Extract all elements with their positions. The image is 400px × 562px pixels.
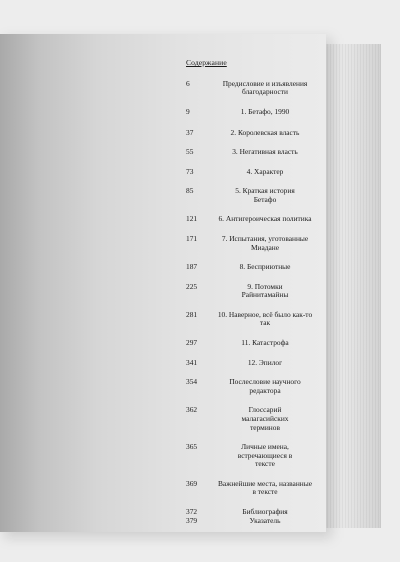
toc-entry (186, 80, 322, 97)
toc-page-number: 362 (186, 405, 198, 415)
toc-entry (186, 235, 322, 252)
toc-title: Важнейшие места, названные в тексте (218, 478, 312, 497)
toc-page-number: 37 (186, 127, 194, 137)
toc-title: Глоссарий малагасийских терминов (241, 405, 289, 432)
toc-page-number: 187 (186, 262, 198, 272)
toc-entry (186, 480, 322, 497)
toc-page-number: 6 (186, 78, 190, 88)
toc-page-number: 9 (186, 106, 190, 116)
toc-title: 8. Бесприютные (239, 262, 291, 272)
toc-title: 6. Антигероическая политика (218, 214, 312, 224)
toc-title: 7. Испытания, уготованные Миадане (221, 234, 309, 252)
toc-page-number: 372 (186, 506, 198, 516)
toc-page-number: 171 (186, 234, 198, 243)
toc-entry (186, 378, 322, 395)
toc-entry (186, 311, 322, 328)
toc-title: Указатель (249, 515, 281, 525)
toc-page-number: 341 (186, 357, 198, 367)
toc-page-number: 369 (186, 478, 198, 488)
toc-title: Послесловие научного редактора (229, 377, 301, 395)
toc-entry (186, 283, 322, 300)
table-of-contents (186, 59, 322, 525)
toc-title: Предисловие и изъявления благодарности (222, 78, 308, 97)
toc-entry (186, 339, 322, 348)
toc-title: 10. Наверное, всё было как-то так (217, 309, 313, 328)
toc-page-number: 281 (186, 309, 198, 319)
toc-page-number: 379 (186, 515, 198, 525)
toc-page-number: 365 (186, 442, 198, 452)
toc-page-number: 354 (186, 377, 198, 387)
toc-entry (186, 406, 322, 432)
toc-title: 12. Эпилог (247, 357, 283, 367)
toc-entry (186, 359, 322, 368)
toc-page-number: 73 (186, 166, 194, 176)
toc-entry (186, 215, 322, 224)
toc-entry (186, 148, 322, 157)
toc-entry (186, 263, 322, 272)
toc-page-number: 121 (186, 214, 198, 224)
toc-title: 2. Королевская власть (230, 127, 300, 137)
toc-title: 9. Потомки Райнитамайны (241, 281, 289, 300)
toc-title: 11. Катастрофа (241, 338, 289, 348)
toc-title: 5. Краткая история Бетафо (235, 186, 295, 204)
toc-title: 4. Характер (246, 166, 284, 176)
toc-page-number: 55 (186, 147, 194, 157)
toc-page-number: 297 (186, 338, 198, 348)
toc-entry (186, 129, 322, 138)
toc-title: Библиография (242, 506, 288, 516)
toc-page-number: 85 (186, 186, 194, 196)
toc-title: 3. Негативная власть (232, 147, 298, 157)
toc-entry (186, 517, 322, 526)
toc-entry (186, 443, 322, 469)
toc-title: 1. Бетафо, 1990 (240, 106, 290, 116)
toc-page-number: 225 (186, 281, 198, 291)
toc-title: Личные имена, встречающиеся в тексте (237, 442, 293, 469)
toc-entry (186, 108, 322, 117)
toc-entry (186, 168, 322, 177)
toc-entry (186, 187, 322, 204)
toc-heading: Содержание (186, 58, 227, 67)
